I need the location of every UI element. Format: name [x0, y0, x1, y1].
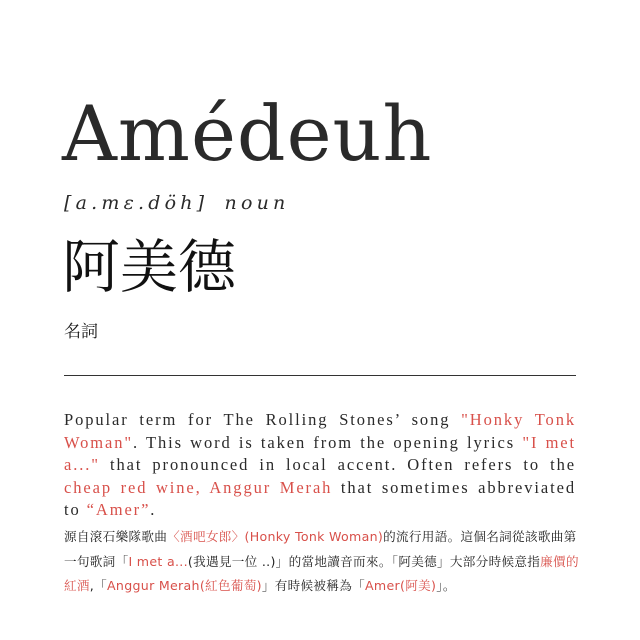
- chinese-definition: [64, 525, 579, 599]
- en-def-text-2: . This word is taken from the opening lyrics: [133, 432, 523, 452]
- en-def-highlight-wine: cheap red wine, Anggur Merah: [64, 477, 333, 497]
- part-of-speech: noun: [224, 192, 290, 214]
- english-definition: [64, 409, 576, 522]
- divider: [64, 375, 576, 376]
- zh-def-text-1: 源自滾石樂隊歌曲: [64, 529, 168, 544]
- headword: Amédeuh: [62, 89, 433, 178]
- en-def-text-5: .: [150, 500, 157, 520]
- en-def-highlight-lyric: "I met a...": [64, 432, 577, 475]
- en-def-text-3: that pronounced in local accent. Often refers to the: [99, 455, 576, 475]
- zh-def-highlight-song: 〈酒吧女郎〉(Honky Tonk Woman): [167, 529, 384, 544]
- zh-def-highlight-wine: 廉價的紅酒: [64, 553, 579, 593]
- en-def-highlight-song: "Honky Tonk Woman": [64, 410, 576, 452]
- zh-def-text-2: 的流行用語。這個名詞從該歌曲第一句歌詞「: [64, 529, 577, 569]
- zh-def-text-4: ,「: [89, 578, 107, 593]
- en-def-text-1: Popular term for The Rolling Stones’ song: [64, 410, 462, 429]
- zh-def-text-3: (我遇見一位 ..)」的當地讀音而來。「阿美德」大部分時候意指: [187, 553, 541, 569]
- zh-def-highlight-lyric: I met a...: [128, 553, 188, 569]
- chinese-part-of-speech: 名詞: [64, 322, 98, 342]
- zh-def-text-5: 」有時候被稱為「: [261, 578, 365, 593]
- pronunciation-line: [64, 192, 290, 214]
- chinese-headword: 阿美德: [62, 233, 237, 301]
- en-def-text-4: that sometimes abbreviated to: [64, 477, 576, 520]
- zh-def-highlight-amer: Amer(阿美): [365, 578, 437, 593]
- zh-def-highlight-anggur: Anggur Merah(紅色葡萄): [107, 578, 262, 593]
- pronunciation: [a.mɛ.döh]: [64, 192, 209, 214]
- en-def-highlight-amer: “Amer”: [86, 500, 151, 520]
- zh-def-text-6: 」。: [436, 578, 456, 593]
